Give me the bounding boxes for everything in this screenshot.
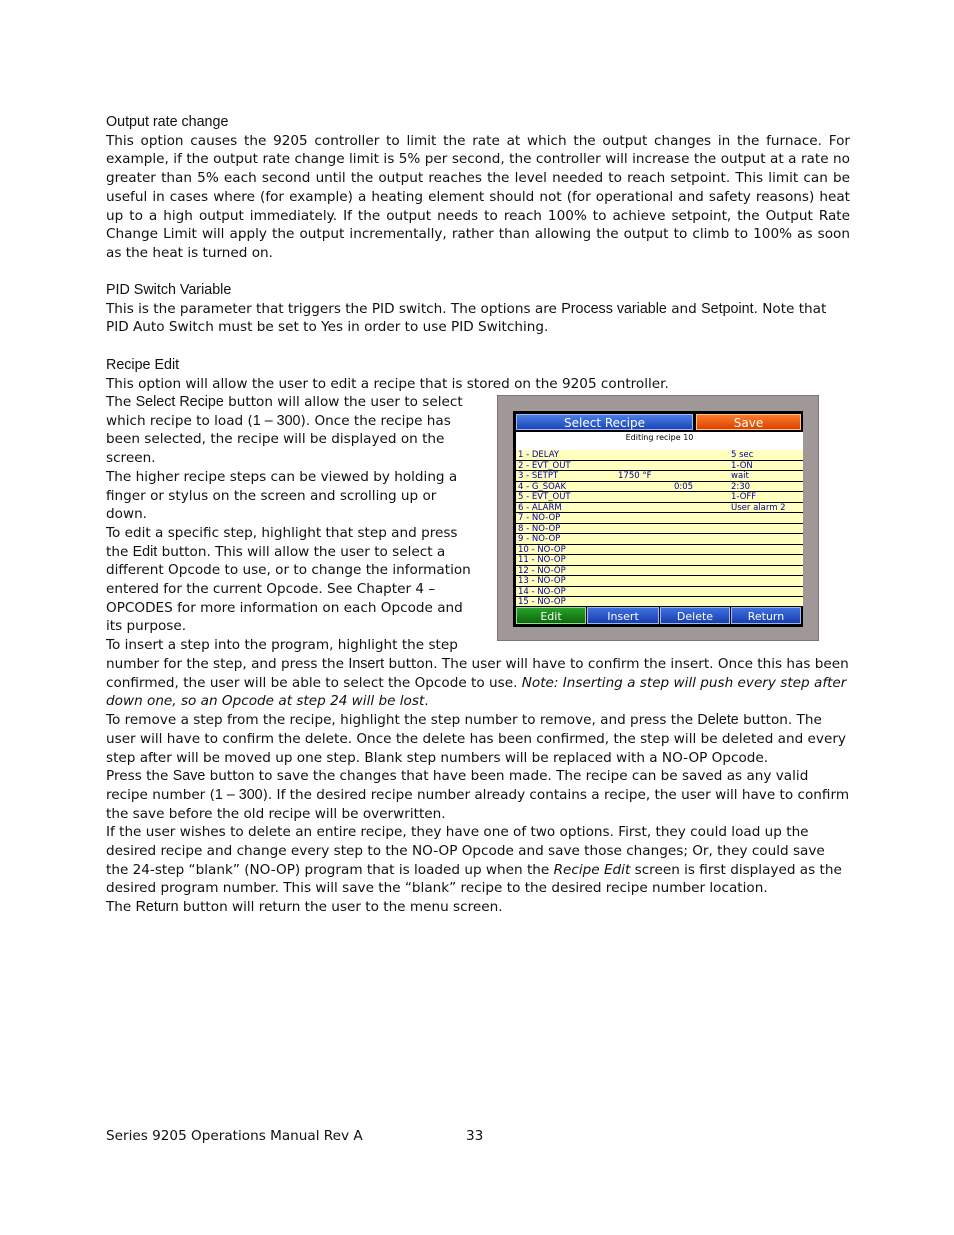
- recipe-step-row[interactable]: [516, 471, 803, 482]
- recipe-step-list[interactable]: [516, 432, 803, 606]
- section-output-rate: [106, 113, 850, 263]
- delete-button[interactable]: Delete: [660, 607, 730, 624]
- section-pid-switch: [106, 281, 850, 337]
- touch-screen: [513, 411, 803, 627]
- recipe-edit-wide-column: [106, 655, 850, 917]
- heading-output-rate: Output rate change: [106, 114, 229, 130]
- recipe-step-row[interactable]: [516, 503, 803, 514]
- return-button[interactable]: Return: [731, 607, 801, 624]
- recipe-step-row[interactable]: [516, 492, 803, 503]
- step-cell: 1-ON: [731, 460, 753, 471]
- heading-pid-switch: PID Switch Variable: [106, 282, 232, 298]
- heading-recipe-edit: Recipe Edit: [106, 357, 180, 373]
- step-cell: 3 - SETPT: [518, 471, 559, 481]
- recipe-step-row[interactable]: [516, 597, 803, 606]
- body-pid-switch: This is the parameter that triggers the PID switch. The options are Process variable and Setpoint. Note that PID Auto Switch must be set to Yes in order to use PID Switching.: [106, 300, 827, 336]
- editing-label: Editing recipe 10: [625, 433, 694, 442]
- recipe-step-row[interactable]: [516, 513, 803, 524]
- save-button[interactable]: Save: [696, 414, 801, 430]
- step-cell: 1 - DELAY: [518, 450, 560, 460]
- recipe-step-row[interactable]: [516, 555, 803, 566]
- select-recipe-button[interactable]: Select Recipe: [516, 414, 693, 430]
- recipe-step-row[interactable]: [516, 482, 803, 493]
- section-recipe-edit: [106, 356, 850, 393]
- step-cell: 5 - EVT_OUT: [518, 492, 571, 502]
- para-delete: To remove a step from the recipe, highlight the step number to remove, and press the Delete button. The user will have to confirm the delete. Once the delete has been confirmed, the step will be deleted and every step after will be moved up one step. Blank step numbers will be replaced with a NO-OP Opcode.: [106, 712, 846, 766]
- step-cell: 0:05: [674, 481, 694, 492]
- footer-manual-title: Series 9205 Operations Manual Rev A: [106, 1128, 363, 1144]
- recipe-edit-intro: This option will allow the user to edit a recipe that is stored on the 9205 controller.: [106, 375, 669, 392]
- recipe-step-row[interactable]: [516, 576, 803, 587]
- step-cell: 4 - G_SOAK: [518, 481, 567, 492]
- step-cell: 1-OFF: [731, 492, 757, 502]
- para-save: Press the Save button to save the changes that have been made. The recipe can be saved as any valid recipe number (1 – 300). If the desired recipe number already contains a recipe, the user will have to confirm the save before the old recipe will be overwritten.: [106, 768, 850, 822]
- step-cell: 7 - NO-OP: [518, 513, 561, 523]
- step-cell: 15 - NO-OP: [518, 597, 566, 606]
- recipe-step-row[interactable]: [516, 461, 803, 472]
- recipe-edit-screenshot: [497, 395, 819, 641]
- para-insert-start: To insert a step into the program, highlight the step: [106, 637, 458, 654]
- step-cell: 14 - NO-OP: [518, 586, 566, 597]
- insert-note: Note: Inserting a step will push every step after down one, so an Opcode at step 24 will be lost: [106, 674, 847, 710]
- step-cell: 10 - NO-OP: [518, 544, 566, 555]
- para-return: The Return button will return the user to the menu screen.: [106, 899, 503, 916]
- recipe-step-row[interactable]: [516, 534, 803, 545]
- step-cell: wait: [731, 471, 749, 481]
- para-select-recipe: The Select Recipe button will allow the user to select which recipe to load (1 – 300). Once the recipe has been selected, the recipe will be displayed on the screen.: [106, 394, 463, 467]
- insert-button[interactable]: Insert: [587, 607, 659, 624]
- recipe-step-row[interactable]: [516, 524, 803, 535]
- recipe-step-row[interactable]: [516, 545, 803, 556]
- step-cell: 8 - NO-OP: [518, 523, 561, 534]
- step-cell: 6 - ALARM: [518, 502, 562, 513]
- body-output-rate: This option causes the 9205 controller to limit the rate at which the output changes in the furnace. For example, if the output rate change limit is 5% per second, the controller will increase the output at a rate no greater than 5% each second until the output reaches the level needed to reach setpoint. This limit can be useful in cases where (for example) a heating element should not (for operational and safety reasons) heat up to a high output immediately. If the output needs to reach 100% to achieve setpoint, the Output Rate Change Limit will apply the output incrementally, rather than allowing the output to climb to 100% as soon as the heat is turned on.: [106, 132, 850, 261]
- edit-button[interactable]: Edit: [516, 607, 586, 624]
- step-cell: 9 - NO-OP: [518, 534, 561, 544]
- para-scrolling: The higher recipe steps can be viewed by holding a finger or stylus on the screen and scrolling up or down.: [106, 468, 458, 523]
- step-cell: 11 - NO-OP: [518, 555, 566, 565]
- step-cell: 2 - EVT_OUT: [518, 460, 571, 471]
- step-cell: 13 - NO-OP: [518, 576, 566, 586]
- recipe-step-row[interactable]: [516, 587, 803, 598]
- recipe-step-row[interactable]: [516, 450, 803, 461]
- para-insert: number for the step, and press the Insert button. The user will have to confirm the insert. Once this has been confirmed, the user will be able to select the Opcode to use. Note: Inserting a step will push every step after down one, so an Opcode at step 24 will be lost.: [106, 656, 849, 710]
- para-delete-recipe: If the user wishes to delete an entire recipe, they have one of two options. First, they could load up the desired recipe and change every step to the NO-OP Opcode and save those changes; Or, they could save the 24-step “blank” (NO-OP) program that is loaded up when the Recipe Edit screen is first displayed as the desired program number. This will save the “blank” recipe to the desired recipe number location.: [106, 824, 842, 897]
- step-cell: 5 sec: [731, 450, 754, 460]
- recipe-step-row[interactable]: [516, 566, 803, 577]
- step-cell: 1750 °F: [618, 471, 652, 481]
- step-cell: 2:30: [731, 481, 751, 492]
- footer-page-number: 33: [466, 1128, 484, 1144]
- para-edit: To edit a specific step, highlight that step and press the Edit button. This will allow the user to select a different Opcode to use, or to change the information entered for the current Opcode. See Chapter 4 – OPCODES for more information on each Opcode and its purpose.: [106, 524, 471, 635]
- recipe-edit-narrow-column: [106, 393, 478, 655]
- step-cell: User alarm 2: [731, 502, 786, 513]
- step-cell: 12 - NO-OP: [518, 565, 566, 576]
